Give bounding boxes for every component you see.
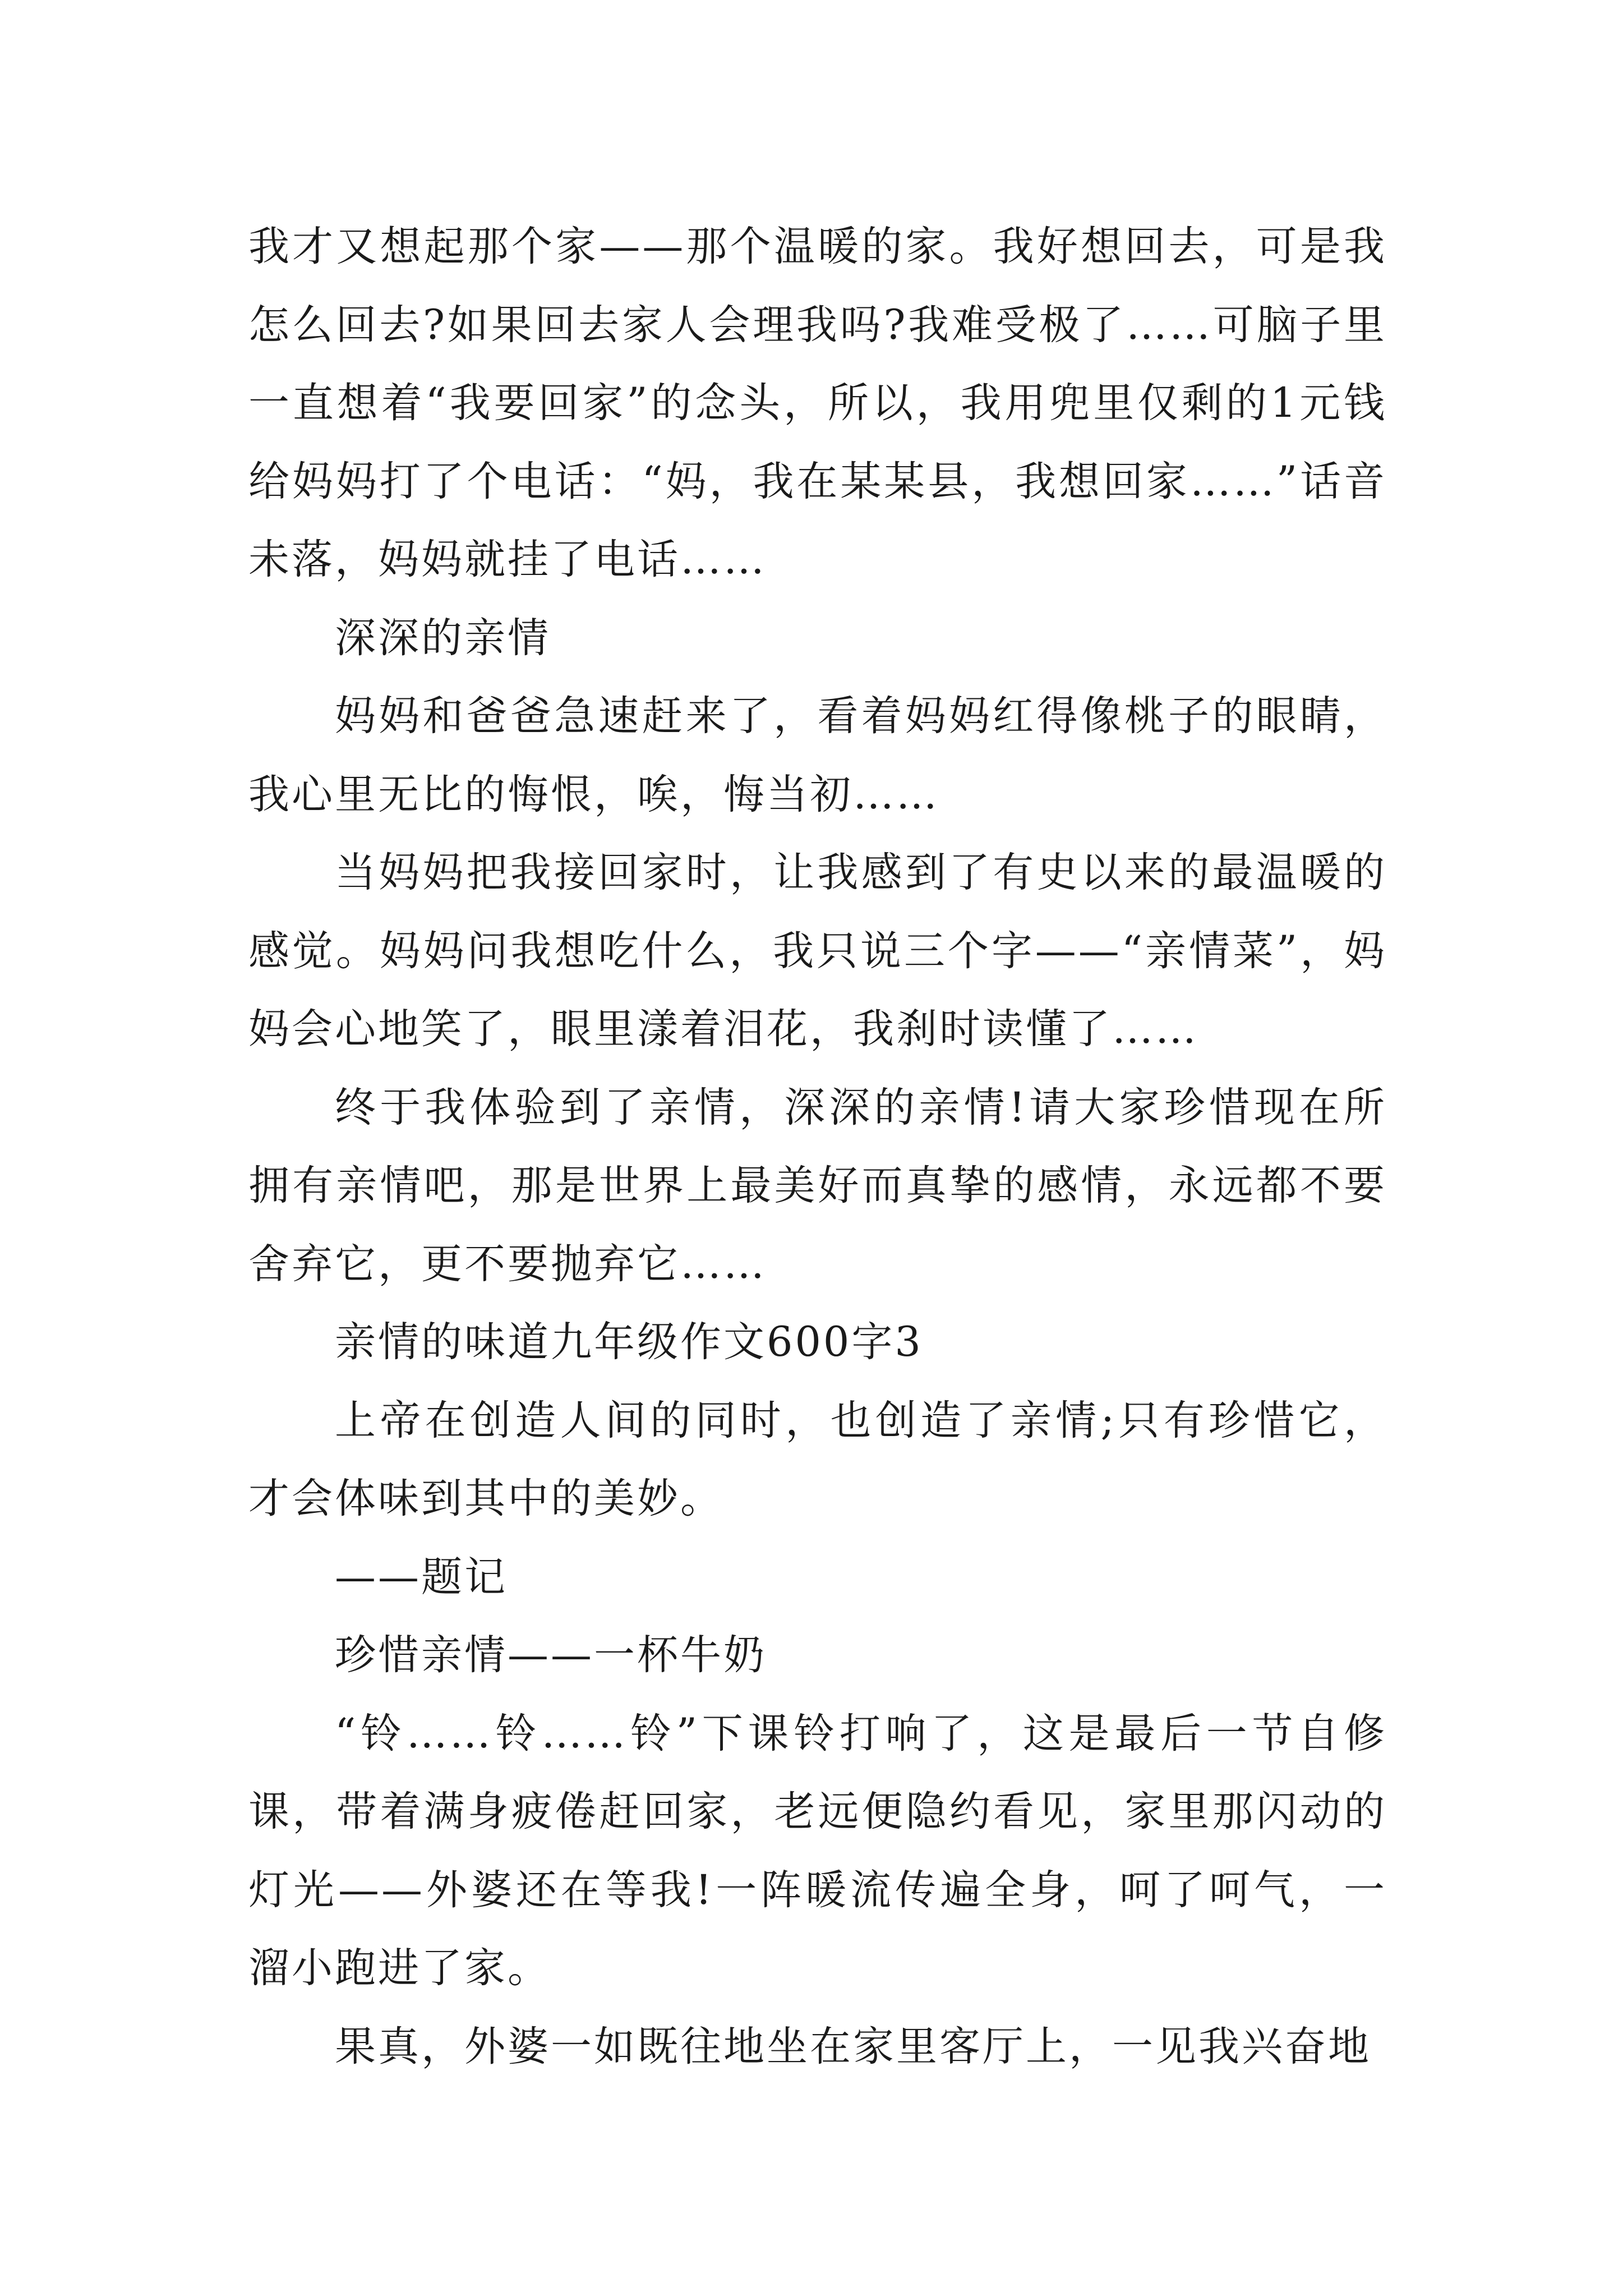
paragraph: 妈妈和爸爸急速赶来了，看着妈妈红得像桃子的眼睛，我心里无比的悔恨，唉，悔当初…… <box>248 692 1387 818</box>
paragraph: 果真，外婆一如既往地坐在家里客厅上，一见我兴奋地 <box>335 2022 1371 2070</box>
paragraph: 当妈妈把我接回家时，让我感到了有史以来的最温暖的感觉。妈妈问我想吃什么，我只说三个字——“亲情菜”，妈妈会心地笑了，眼里漾着泪花，我刹时读懂了…… <box>248 849 1387 1053</box>
section-heading: 深深的亲情 <box>335 614 551 662</box>
epigraph-attribution: ——题记 <box>335 1553 508 1601</box>
paragraph: 我才又想起那个家——那个温暖的家。我好想回去，可是我怎么回去?如果回去家人会理我吗?我难受极了……可脑子里一直想着“我要回家”的念头，所以，我用兜里仅剩的1元钱给妈妈打了个电话：“妈，我在某某县，我想回家……”话音未落，妈妈就挂了电话…… <box>248 223 1387 583</box>
paragraph: 上帝在创造人间的同时，也创造了亲情;只有珍惜它，才会体味到其中的美妙。 <box>248 1396 1387 1522</box>
essay-title: 亲情的味道九年级作文600字3 <box>335 1318 923 1366</box>
document-body <box>248 208 1387 2086</box>
paragraph: “铃……铃……铃”下课铃打响了，这是最后一节自修课，带着满身疲倦赶回家，老远便隐约看见，家里那闪动的灯光——外婆还在等我!一阵暖流传遍全身，呵了呵气，一溜小跑进了家。 <box>248 1709 1387 1992</box>
paragraph: 终于我体验到了亲情，深深的亲情!请大家珍惜现在所拥有亲情吧，那是世界上最美好而真挚的感情，永远都不要舍弃它，更不要抛弃它…… <box>248 1083 1387 1288</box>
section-heading: 珍惜亲情——一杯牛奶 <box>335 1631 767 1679</box>
